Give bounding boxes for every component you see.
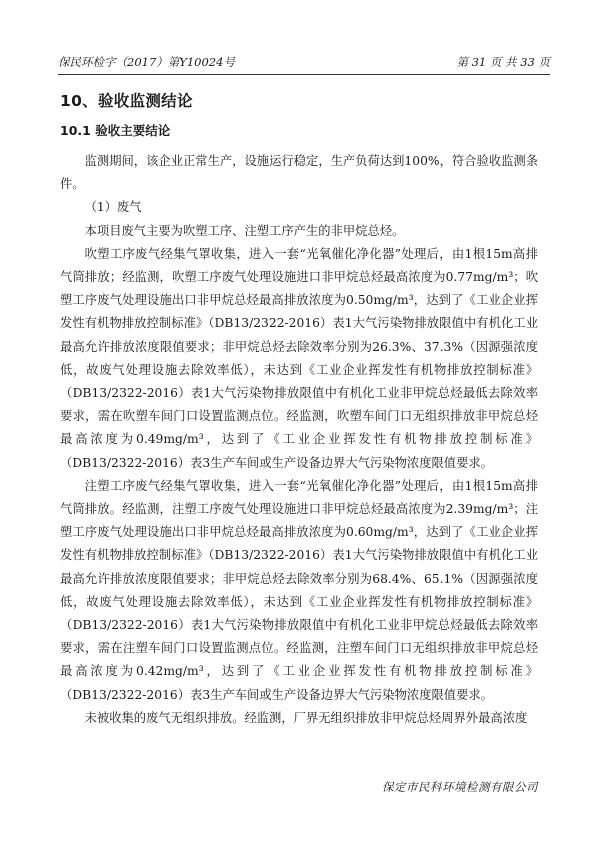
subsection-title: 10.1 验收主要结论 <box>60 123 171 138</box>
paragraph-blow-molding: 吹塑工序废气经集气罩收集，进入一套“光氧催化净化器”处理后，由1根15m高排气筒排放；经监测，吹塑工序废气处理设施进口非甲烷总烃最高浓度为0.77mg/m³；吹塑工序废气处理设施出口非甲烷总烃最高排放浓度为0.50mg/m³，达到了《工业企业挥发性有机物排放控制标准》（DB13/2322-2016）表1大气污染物排放限值中有机化工业最高允许排放浓度限值要求；非甲烷总烃去除效率分别为26.3%、37.3%（因源强浓度低，故废气处理设施去除效率低），未达到《工业企业挥发性有机物排放控制标准》（DB13/2322-2016）表1大气污染物排放限值中有机化工业非甲烷总烃最低去除效率要求，需在吹塑车间门口设置监测点位。经监测，吹塑车间门口无组织排放非甲烷总烃最高浓度为0.49mg/m³，达到了《工业企业挥发性有机物排放控制标准》（DB13/2322-2016）表3生产车间或生产设备边界大气污染物浓度限值要求。 <box>60 246 538 470</box>
page-number: 第 31 页 共 33 页 <box>456 55 550 69</box>
document-number: 保民环检字（2017）第Y10024号 <box>58 55 235 69</box>
company-footer: 保定市民科环境检测有限公司 <box>382 780 538 794</box>
body-text <box>60 150 538 730</box>
paragraph-monitoring-conditions: 监测期间，该企业正常生产，设施运行稳定，生产负荷达到100%，符合验收监测条件。 <box>60 154 538 192</box>
section-title: 10、验收监测结论 <box>60 92 193 110</box>
paragraph-injection-molding: 注塑工序废气经集气罩收集，进入一套“光氧催化净化器”处理后，由1根15m高排气筒排放。经监测，注塑工序废气处理设施进口非甲烷总烃最高浓度为2.39mg/m³；注塑工序废气处理设施出口非甲烷总烃最高排放浓度为0.60mg/m³，达到了《工业企业挥发性有机物排放控制标准》（DB13/2322-2016）表1大气污染物排放限值中有机化工业最高允许排放浓度限值要求；非甲烷总烃去除效率分别为68.4%、65.1%（因源强浓度低，故废气处理设施去除效率低），未达到《工业企业挥发性有机物排放控制标准》（DB13/2322-2016）表1大气污染物排放限值中有机化工业非甲烷总烃最低去除效率要求，需在注塑车间门口设置监测点位。经监测，注塑车间门口无组织排放非甲烷总烃最高浓度为0.42mg/m³，达到了《工业企业挥发性有机物排放控制标准》（DB13/2322-2016）表3生产车间或生产设备边界大气污染物浓度限值要求。 <box>60 478 538 702</box>
paragraph-waste-gas-source: 本项目废气主要为吹塑工序、注塑工序产生的非甲烷总烃。 <box>84 223 405 238</box>
paragraph-waste-gas-heading: （1）废气 <box>84 200 142 215</box>
page-header <box>58 52 550 75</box>
paragraph-fugitive-emission: 未被收集的废气无组织排放。经监测，厂界无组织排放非甲烷总烃周界外最高浓度 <box>84 710 528 725</box>
